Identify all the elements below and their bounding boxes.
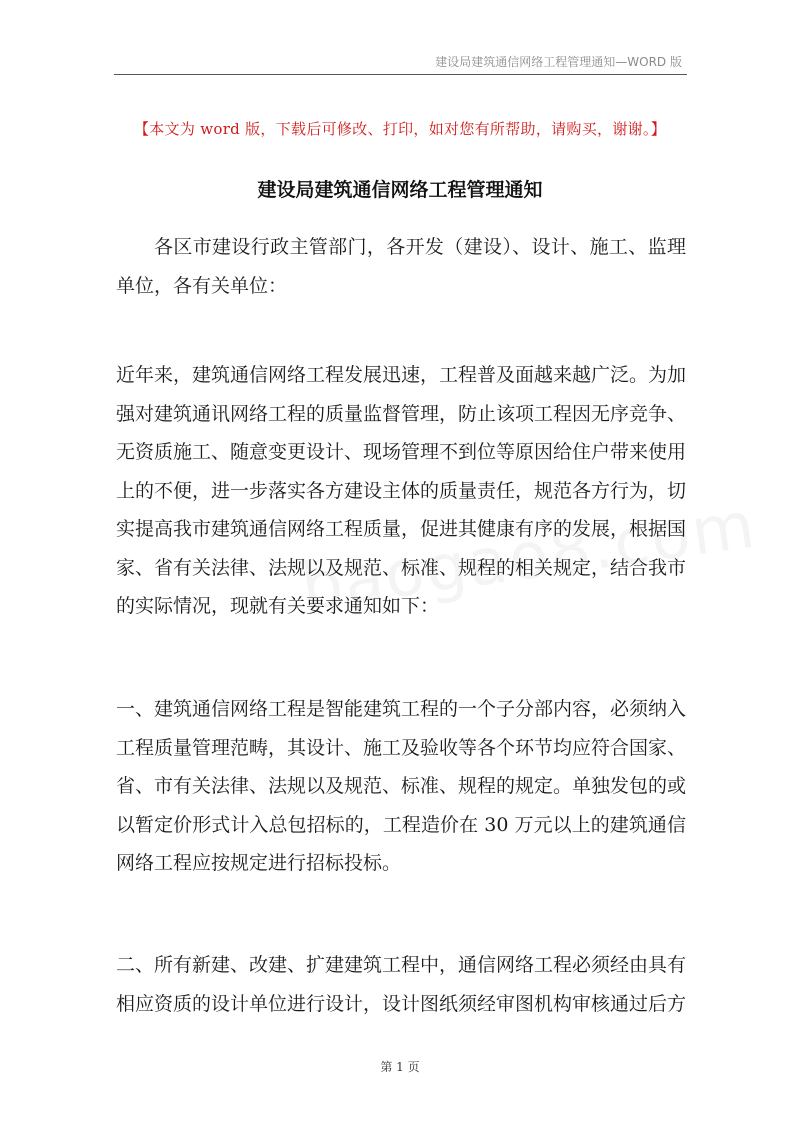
page-number: 第 1 页: [380, 1060, 420, 1074]
header-divider: [114, 74, 687, 75]
running-header: 建设局建筑通信网络工程管理通知—WORD 版: [435, 55, 682, 69]
paragraph-salutation: 各区市建设行政主管部门，各开发（建设）、设计、施工、监理单位，各有关单位：: [116, 236, 686, 297]
download-notice: 【本文为 word 版，下载后可修改、打印，如对您有所帮助，请购买，谢谢。】: [133, 120, 667, 138]
paragraph-item-2: 二、所有新建、改建、扩建建筑工程中，通信网络工程必须经由具有相应资质的设计单位进行设计，设计图纸须经审图机构审核通过后方: [116, 954, 687, 1015]
paragraph-intro: 近年来，建筑通信网络工程发展迅速，工程普及面越来越广泛。为加强对建筑通讯网络工程的质量监督管理，防止该项工程因无序竞争、无资质施工、随意变更设计、现场管理不到位等原因给住户带来使用上的不便，进一步落实各方建设主体的质量责任，规范各方行为，切实提高我市建筑通信网络工程质量，促进其健康有序的发展，根据国家、省有关法律、法规以及规范、标准、规程的相关规定，结合我市的实际情况，现就有关要求通知如下：: [116, 364, 687, 617]
document-title: 建设局建筑通信网络工程管理通知: [257, 179, 543, 201]
paragraph-item-1: 一、建筑通信网络工程是智能建筑工程的一个子分部内容，必须纳入工程质量管理范畴，其设计、施工及验收等各个环节均应符合国家、省、市有关法律、法规以及规范、标准、规程的规定。单独发包的或以暂定价形式计入总包招标的，工程造价在 30 万元以上的建筑通信网络工程应按规定进行招标投标。: [116, 698, 687, 874]
